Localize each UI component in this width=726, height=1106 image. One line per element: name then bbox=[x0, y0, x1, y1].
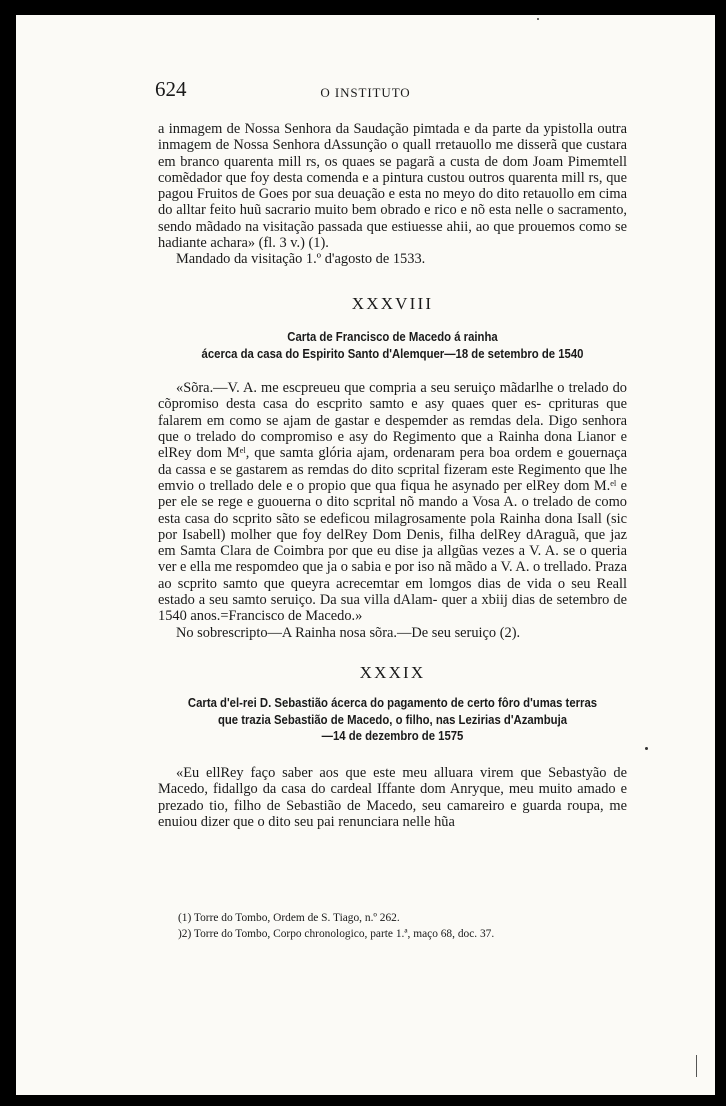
text-line: sãto se edeficou milagrosamente pola Rainha dona Isall (sic por Isabell) bbox=[158, 510, 627, 543]
text-line: dom Joam Pimemtell comẽdador que foy desta comenda e a pintura bbox=[158, 153, 627, 186]
text-line: queria ver e ella me respomdeo que ja o sabia e por iso nã mãdo a V. A. bbox=[158, 543, 627, 576]
text-line: mãdado na visitação passada que estiuesse ahii, ao que prouemos como bbox=[195, 218, 611, 235]
text-line: que qua fiqua he asynado per elRey dom M.ᵉˡ e per ele se rege e guouerna bbox=[158, 477, 627, 511]
ink-speck bbox=[645, 747, 648, 750]
text-line: scprital fizeram este Regimento que lhe emvio o trellado dele e o propio bbox=[158, 461, 627, 494]
title-line: Carta d'el-rei D. Sebastião ácerca do pagamento de certo fôro d'umas terras bbox=[187, 696, 598, 711]
section-numeral: XXXIX bbox=[359, 662, 426, 682]
footnotes bbox=[178, 911, 618, 942]
text-line: a inmagem de Nossa Senhora da Saudação pimtada e da parte da ypistolla bbox=[158, 121, 594, 137]
running-head: O INSTITUTO bbox=[320, 85, 411, 100]
section-intro bbox=[158, 121, 627, 268]
footnote: (1) Torre do Tombo, Ordem de S. Tiago, n.º 262. bbox=[178, 912, 400, 924]
text-line: Samta Clara de Coimbra por que eu dise ja allgũas vezes a V. A. se o bbox=[179, 543, 587, 560]
section-title bbox=[181, 329, 603, 362]
text-line: pera boa ordem e gouernaça da cassa e se gastarem as remdas do dito bbox=[158, 445, 627, 478]
text-line: molher que foy delRey Dom Denis, filha delRey dAraguã, que jaz em bbox=[158, 526, 627, 560]
text-line: que custara em branco quarenta mill rs, os quaes se pagarã a custa de bbox=[158, 137, 627, 170]
text-line: se hadiante achara» (fl. 3 v.) (1). bbox=[158, 218, 627, 252]
text-line: «Sõra.—V. A. me escpreueu que compria a seu seruiço mãdarlhe o bbox=[176, 380, 565, 397]
title-line: —14 de dezembro de 1575 bbox=[321, 729, 464, 744]
text-line: «Eu ellRey faço saber aos que este meu alluara virem que Sebastyão bbox=[176, 764, 607, 781]
footnote: )2) Torre do Tombo, Corpo chronologico, parte 1.ª, maço 68, doc. 37. bbox=[178, 927, 495, 940]
letter-closing: No sobrescripto—A Rainha nosa sõra.—De seu seruiço (2). bbox=[176, 624, 521, 641]
title-line: ácerca da casa do Espirito Santo d'Alemquer—18 de setembro de 1540 bbox=[201, 346, 584, 361]
section-title bbox=[181, 695, 603, 745]
text-line: deuação e esta no meyo do dito retauollo em cima do alltar feito huũ bbox=[158, 186, 627, 219]
intro-closing: Mandado da visitação 1.º d'agosto de 1533. bbox=[176, 251, 426, 268]
intro-paragraph bbox=[158, 121, 627, 251]
text-line: cprituras que falarem em como se ajam de gastar e despemder as remdas bbox=[158, 396, 627, 429]
text-line: sacrario muito bem obrado e rico e nõ esta nelle o sacramento, sendo bbox=[158, 202, 627, 235]
text-line: o dito scprital nõ mando a Vosa A. o trelado de como esta casa do scprito bbox=[158, 494, 627, 527]
text-line: guarda roupa, me enuiou dizer que o dito seu pai renunciara nelle hũa bbox=[158, 797, 627, 830]
page-header bbox=[16, 77, 715, 107]
text-line: amado e prezado tio, filho de Sebastião de Macedo, seu camareiro e bbox=[158, 781, 628, 814]
text-line: Rainha dona Lianor e elRey dom Mᵉˡ, que samta glória ajam, ordenaram bbox=[158, 429, 627, 462]
section-xxxviii bbox=[158, 293, 627, 641]
text-line: outra inmagem de Nossa Senhora dAssunção o quall rretauollo me disserã bbox=[158, 121, 627, 154]
section-xxxix bbox=[158, 662, 628, 830]
title-line: Carta de Francisco de Macedo á rainha bbox=[287, 329, 498, 344]
letter-paragraph bbox=[158, 765, 627, 830]
text-line: quer a xbiij dias de setembro de 1540 anos.=Francisco de Macedo.» bbox=[158, 592, 627, 625]
page-number: 624 bbox=[155, 77, 187, 101]
text-line: o trellado. Praza ao scprito samto que queyra acrecemtar em lomgos bbox=[158, 559, 627, 592]
letter-paragraph bbox=[158, 380, 627, 624]
text-line: custou outros quarenta mill rs, que pagou Fruitos de Goes por sua bbox=[158, 169, 627, 203]
paper-crease bbox=[696, 1055, 697, 1077]
scanned-page bbox=[16, 15, 715, 1095]
text-line: de Macedo, fidallgo da casa do cardeal Iffante dom Anryque, meu muito bbox=[158, 764, 627, 798]
title-line: que trazia Sebastião de Macedo, o filho, nas Lezirias d'Azambuja bbox=[217, 712, 568, 727]
section-numeral: XXXVIII bbox=[351, 293, 434, 313]
body-text bbox=[158, 121, 627, 830]
text-line: dias de vida o seu Reall estado a seu samto seruiço. Da sua villa dAlam- bbox=[158, 575, 627, 609]
ink-speck bbox=[537, 18, 539, 20]
text-line: trelado do cõpromiso desta casa do escprito samto e asy quaes quer es- bbox=[158, 380, 627, 413]
text-line: dela. Digo senhora que o trelado do compromiso e asy do Regimento que a bbox=[158, 412, 627, 446]
